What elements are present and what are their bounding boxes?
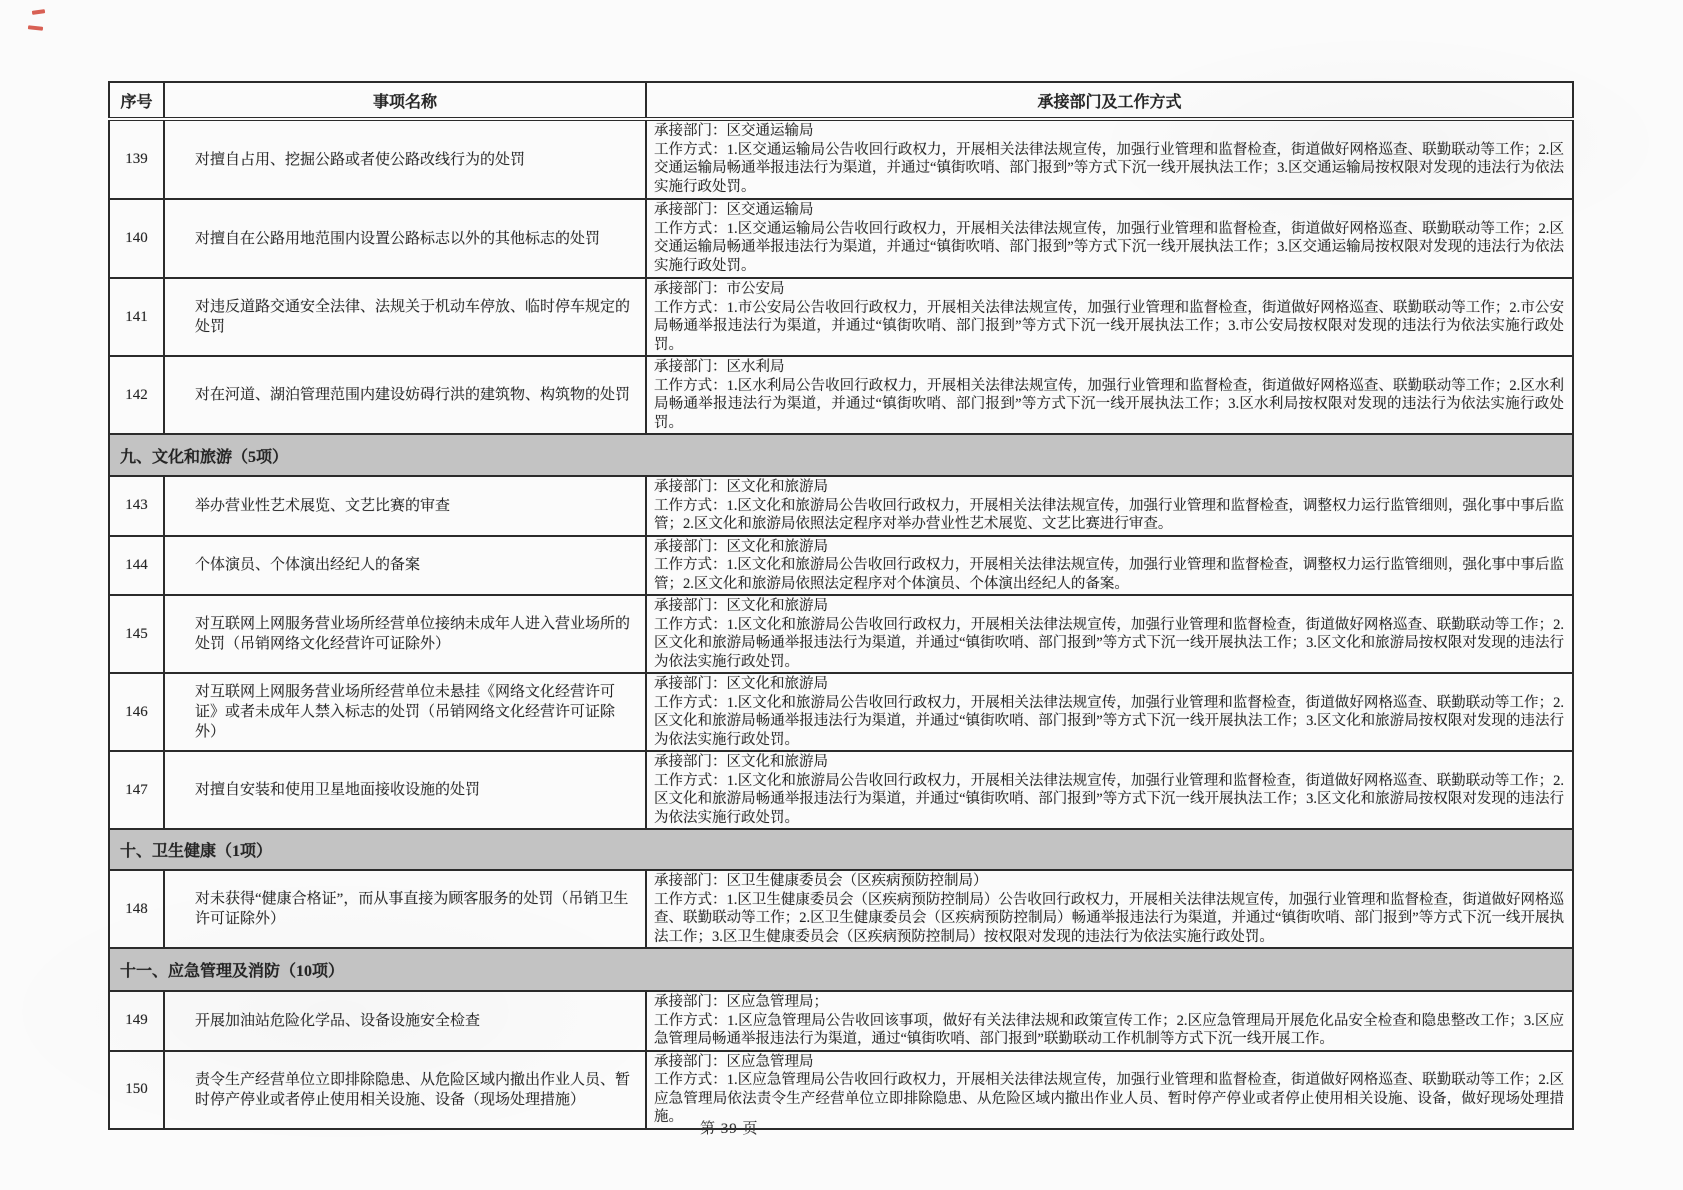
- item-no: 139: [109, 119, 164, 199]
- item-name: 个体演员、个体演出经纪人的备案: [164, 536, 646, 596]
- section-header: 十一、应急管理及消防（10项）: [109, 948, 1573, 991]
- item-no: 142: [109, 356, 164, 434]
- method-text: 工作方式：1.区应急管理局公告收回该事项，做好有关法律法规和政策宣传工作；2.区应急管理局开展危化品安全检查和隐患整改工作；3.区应急管理局畅通举报违法行为渠道，通过“镇街吹哨、部门报到”联勤联动工作机制等方式下沉一线开展工作。: [654, 1012, 1564, 1047]
- column-header-name: 事项名称: [164, 82, 646, 119]
- column-header-detail: 承接部门及工作方式: [646, 82, 1573, 119]
- item-name: 对互联网上网服务营业场所经营单位接纳未成年人进入营业场所的处罚（吊销网络文化经营许可证除外）: [164, 595, 646, 673]
- dept-line: 承接部门：区交通运输局: [654, 123, 814, 139]
- item-name: 对违反道路交通安全法律、法规关于机动车停放、临时停车规定的处罚: [164, 278, 646, 356]
- red-pen-marks-icon: [28, 8, 58, 42]
- table-row: [109, 199, 1573, 278]
- method-text: 工作方式：1.区应急管理局公告收回行政权力，开展相关法律法规宣传，加强行业管理和监督检查，街道做好网格巡查、联勤联动等工作；2.区应急管理局依法责令生产经营单位立即排除隐患、从危险区域内撤出作业人员、暂时停产停业或者停止使用相关设施、设备，做好现场处理措施。: [654, 1072, 1564, 1125]
- method-text: 工作方式：1.区文化和旅游局公告收回行政权力，开展相关法律法规宣传，加强行业管理和监督检查，街道做好网格巡查、联勤联动等工作；2.区文化和旅游局畅通举报违法行为渠道，并通过“镇街吹哨、部门报到”等方式下沉一线开展执法工作；3.区文化和旅游局按权限对发现的违法行为依法实施行政处罚。: [654, 772, 1564, 826]
- dept-line: 承接部门：区应急管理局；: [654, 994, 828, 1010]
- dept-line: 承接部门：市公安局: [654, 281, 785, 297]
- table-row: [109, 751, 1573, 829]
- table-row: [109, 119, 1573, 199]
- item-name: 对擅自占用、挖掘公路或者使公路改线行为的处罚: [164, 119, 646, 199]
- method-text: 工作方式：1.区水利局公告收回行政权力，开展相关法律法规宣传，加强行业管理和监督检查，街道做好网格巡查、联勤联动等工作；2.区水利局畅通举报违法行为渠道，并通过“镇街吹哨、部门报到”等方式下沉一线开展执法工作；3.区水利局按权限对发现的违法行为依法实施行政处罚。: [654, 377, 1564, 431]
- item-no: 149: [109, 991, 164, 1051]
- table-row: [109, 476, 1573, 536]
- item-detail: [646, 476, 1573, 536]
- column-header-no: 序号: [109, 82, 164, 119]
- section-header: 十、卫生健康（1项）: [109, 829, 1573, 870]
- dept-line: 承接部门：区水利局: [654, 359, 785, 375]
- item-no: 140: [109, 199, 164, 278]
- method-text: 工作方式：1.区文化和旅游局公告收回行政权力，开展相关法律法规宣传，加强行业管理和监督检查，街道做好网格巡查、联勤联动等工作；2.区文化和旅游局畅通举报违法行为渠道，并通过“镇街吹哨、部门报到”等方式下沉一线开展执法工作；3.区文化和旅游局按权限对发现的违法行为依法实施行政处罚。: [654, 616, 1564, 670]
- method-text: 工作方式：1.区交通运输局公告收回行政权力，开展相关法律法规宣传，加强行业管理和监督检查，街道做好网格巡查、联勤联动等工作；2.区交通运输局畅通举报违法行为渠道，并通过“镇街吹哨、部门报到”等方式下沉一线开展执法工作；3.区交通运输局按权限对发现的违法行为依法实施行政处罚。: [654, 141, 1564, 195]
- dept-line: 承接部门：区文化和旅游局: [654, 479, 828, 495]
- item-no: 143: [109, 476, 164, 536]
- items-table: [108, 81, 1574, 1130]
- dept-line: 承接部门：区文化和旅游局: [654, 598, 828, 614]
- item-detail: [646, 991, 1573, 1051]
- dept-line: 承接部门：区文化和旅游局: [654, 754, 828, 770]
- table-row: [109, 673, 1573, 751]
- item-detail: [646, 356, 1573, 434]
- table-row: [109, 991, 1573, 1051]
- item-detail: [646, 870, 1573, 948]
- section-header: 九、文化和旅游（5项）: [109, 434, 1573, 476]
- section-row: [109, 829, 1573, 870]
- item-detail: [646, 278, 1573, 356]
- item-detail: [646, 751, 1573, 829]
- item-name: 对在河道、湖泊管理范围内建设妨碍行洪的建筑物、构筑物的处罚: [164, 356, 646, 434]
- item-name: 对互联网上网服务营业场所经营单位未悬挂《网络文化经营许可证》或者未成年人禁入标志的处罚（吊销网络文化经营许可证除外）: [164, 673, 646, 751]
- item-no: 150: [109, 1051, 164, 1129]
- dept-line: 承接部门：区卫生健康委员会（区疾病预防控制局）: [654, 873, 988, 889]
- item-no: 141: [109, 278, 164, 356]
- item-no: 148: [109, 870, 164, 948]
- table-row: [109, 870, 1573, 948]
- item-no: 146: [109, 673, 164, 751]
- item-name: 对擅自在公路用地范围内设置公路标志以外的其他标志的处罚: [164, 199, 646, 278]
- table-header-row: [109, 82, 1573, 119]
- red-stroke-icon: [28, 25, 43, 31]
- method-text: 工作方式：1.区交通运输局公告收回行政权力，开展相关法律法规宣传，加强行业管理和监督检查，街道做好网格巡查、联勤联动等工作；2.区交通运输局畅通举报违法行为渠道，并通过“镇街吹哨、部门报到”等方式下沉一线开展执法工作；3.区交通运输局按权限对发现的违法行为依法实施行政处罚。: [654, 220, 1564, 274]
- dept-line: 承接部门：区文化和旅游局: [654, 676, 828, 692]
- item-name: 责令生产经营单位立即排除隐患、从危险区域内撤出作业人员、暂时停产停业或者停止使用相关设施、设备（现场处理措施）: [164, 1051, 646, 1129]
- item-detail: [646, 595, 1573, 673]
- method-text: 工作方式：1.区文化和旅游局公告收回行政权力，开展相关法律法规宣传，加强行业管理和监督检查，调整权力运行监管细则，强化事中事后监管；2.区文化和旅游局依照法定程序对个体演员、个体演出经纪人的备案。: [654, 557, 1564, 592]
- table-row: [109, 595, 1573, 673]
- table-row: [109, 278, 1573, 356]
- red-stroke-icon: [32, 9, 45, 15]
- item-name: 对擅自安装和使用卫星地面接收设施的处罚: [164, 751, 646, 829]
- item-detail: [646, 536, 1573, 596]
- dept-line: 承接部门：区文化和旅游局: [654, 538, 828, 555]
- method-text: 工作方式：1.区文化和旅游局公告收回行政权力，开展相关法律法规宣传，加强行业管理和监督检查，调整权力运行监管细则，强化事中事后监管；2.区文化和旅游局依照法定程序对举办营业性艺术展览、文艺比赛进行审查。: [654, 497, 1564, 532]
- method-text: 工作方式：1.市公安局公告收回行政权力，开展相关法律法规宣传，加强行业管理和监督检查，街道做好网格巡查、联勤联动等工作；2.市公安局畅通举报违法行为渠道，并通过“镇街吹哨、部门报到”等方式下沉一线开展执法工作；3.市公安局按权限对发现的违法行为依法实施行政处罚。: [654, 299, 1564, 353]
- method-text: 工作方式：1.区文化和旅游局公告收回行政权力，开展相关法律法规宣传，加强行业管理和监督检查，街道做好网格巡查、联勤联动等工作；2.区文化和旅游局畅通举报违法行为渠道，并通过“镇街吹哨、部门报到”等方式下沉一线开展执法工作；3.区文化和旅游局按权限对发现的违法行为依法实施行政处罚。: [654, 694, 1564, 748]
- section-row: [109, 434, 1573, 476]
- item-no: 145: [109, 595, 164, 673]
- section-row: [109, 948, 1573, 991]
- table-row: [109, 536, 1573, 596]
- item-detail: [646, 119, 1573, 199]
- item-no: 147: [109, 751, 164, 829]
- item-name: 对未获得“健康合格证”，而从事直接为顾客服务的处罚（吊销卫生许可证除外）: [164, 870, 646, 948]
- table-row: [109, 1051, 1573, 1129]
- item-no: 144: [109, 536, 164, 596]
- item-detail: [646, 199, 1573, 278]
- item-name: 开展加油站危险化学品、设备设施安全检查: [164, 991, 646, 1051]
- item-name: 举办营业性艺术展览、文艺比赛的审查: [164, 476, 646, 536]
- page-number: 第 39 页: [700, 1121, 759, 1137]
- item-detail: [646, 673, 1573, 751]
- table-row: [109, 356, 1573, 434]
- dept-line: 承接部门：区应急管理局: [654, 1053, 814, 1070]
- item-detail: [646, 1051, 1573, 1129]
- method-text: 工作方式：1.区卫生健康委员会（区疾病预防控制局）公告收回行政权力，开展相关法律法规宣传，加强行业管理和监督检查，街道做好网格巡查、联勤联动等工作；2.区卫生健康委员会（区疾病预防控制局）畅通举报违法行为渠道，并通过“镇街吹哨、部门报到”等方式下沉一线开展执法工作；3.区卫生健康委员会（区疾病预防控制局）按权限对发现的违法行为依法实施行政处罚。: [654, 891, 1564, 945]
- dept-line: 承接部门：区交通运输局: [654, 202, 814, 218]
